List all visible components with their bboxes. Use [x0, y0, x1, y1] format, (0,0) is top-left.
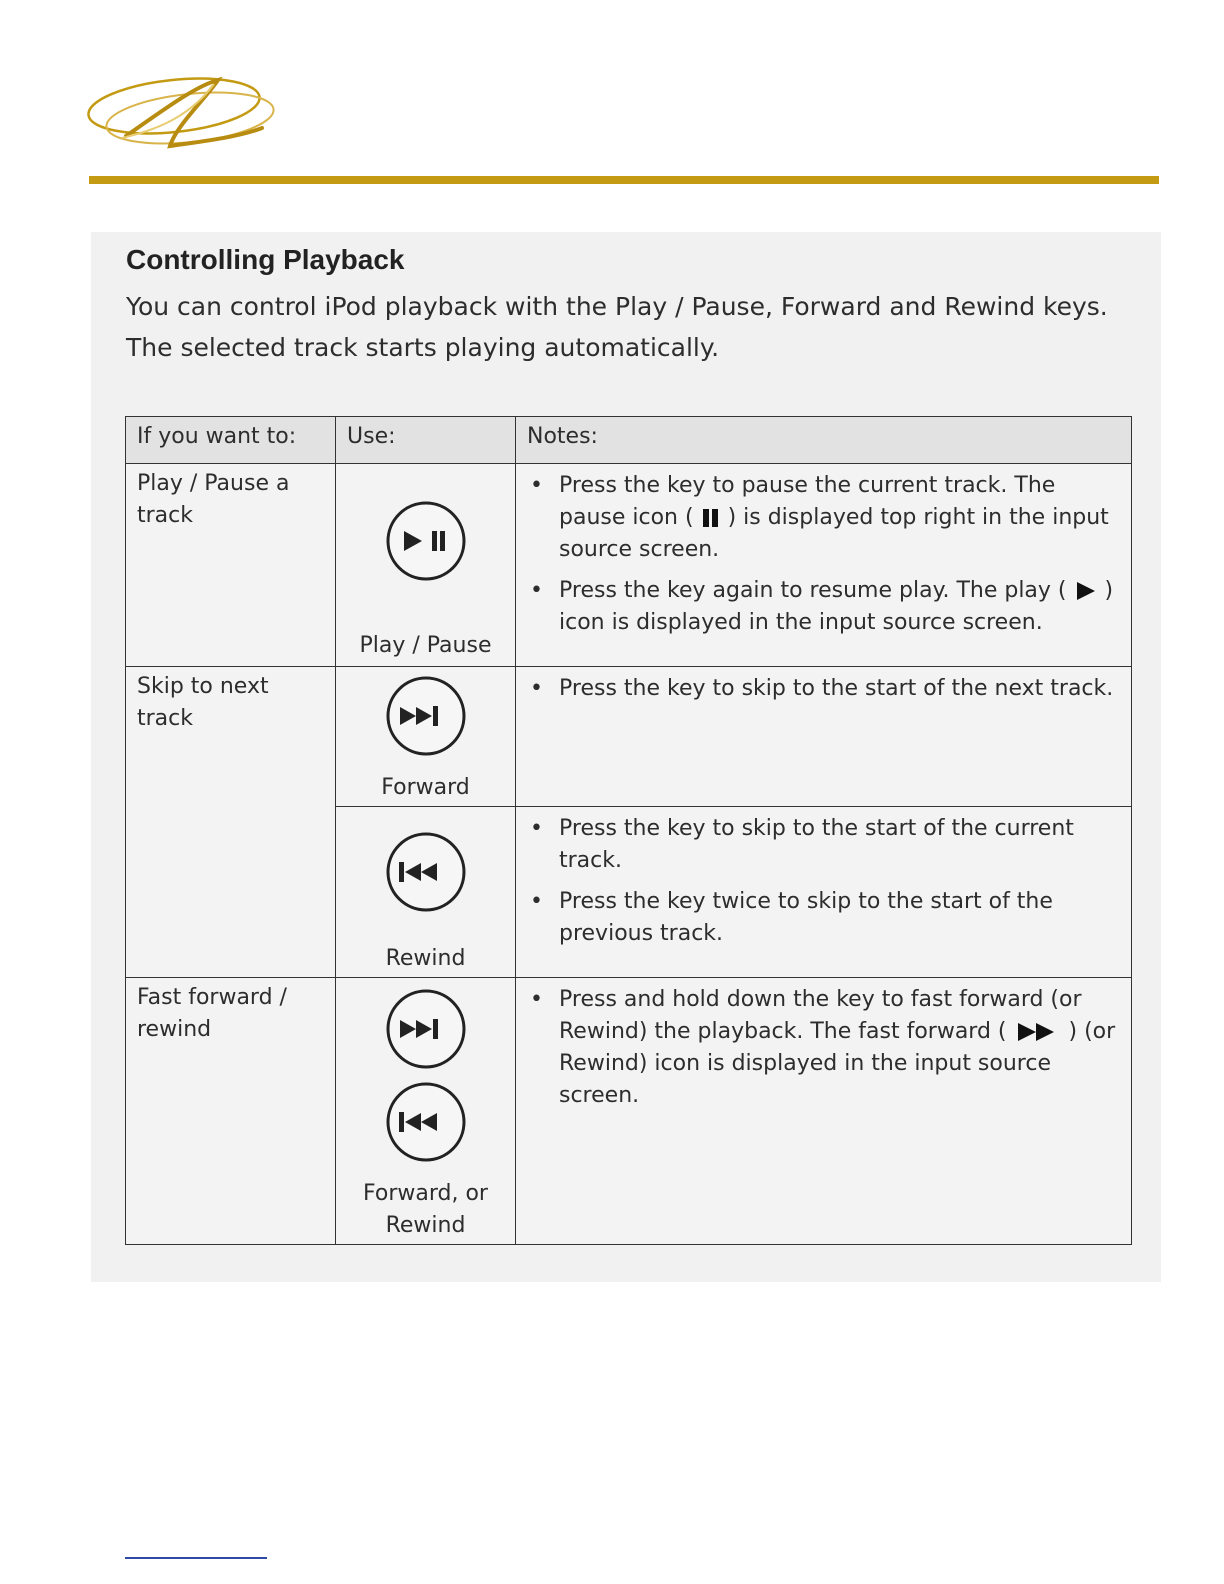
use-label: Forward, or Rewind	[363, 1181, 488, 1238]
note-text: Press the key to skip to the start of the current track.	[559, 816, 1074, 873]
note-item	[528, 886, 1121, 950]
note-item	[528, 470, 1121, 566]
row-want: Skip to next track	[126, 667, 336, 978]
note-text: ) icon is displayed in the input source screen.	[559, 578, 1114, 635]
note-text: Press the key to skip to the start of the next track.	[559, 676, 1114, 701]
header-notes: Notes:	[516, 417, 1132, 464]
row-want: Fast forward / rewind	[126, 978, 336, 1245]
rewind-button-icon	[385, 1081, 467, 1163]
section-title: Controlling Playback	[126, 244, 405, 275]
row-use	[336, 978, 516, 1245]
play-icon	[1074, 580, 1098, 602]
pause-icon	[701, 507, 721, 529]
footer-link-rule	[125, 1557, 267, 1559]
table-row	[126, 667, 1132, 807]
play-pause-button-icon	[385, 500, 467, 582]
bullet: •	[530, 473, 543, 498]
row-notes	[516, 464, 1132, 667]
note-text: Press the key again to resume play. The play (	[559, 578, 1067, 603]
bullet: •	[530, 578, 543, 603]
forward-button-icon	[385, 675, 467, 757]
note-item	[528, 813, 1121, 877]
bullet: •	[530, 987, 543, 1012]
row-use	[336, 807, 516, 978]
table-header-row	[126, 417, 1132, 464]
playback-controls-table	[125, 416, 1132, 1245]
note-text: ) is displayed top right in the input source screen.	[559, 505, 1109, 562]
note-text: ) (or Rewind) icon is displayed in the input source screen.	[559, 1019, 1116, 1108]
note-item	[528, 984, 1121, 1112]
row-use	[336, 667, 516, 807]
use-label: Play / Pause	[359, 633, 492, 658]
header-use: Use:	[336, 417, 516, 464]
forward-button-icon	[385, 988, 467, 1070]
header-rule	[89, 176, 1159, 184]
bullet: •	[530, 816, 543, 841]
note-text: Press the key to pause the current track. The pause icon (	[559, 473, 1056, 530]
row-notes	[516, 978, 1132, 1245]
row-notes	[516, 807, 1132, 978]
rewind-button-icon	[385, 831, 467, 913]
note-text: Press the key twice to skip to the start of the previous track.	[559, 889, 1053, 946]
note-item	[528, 673, 1121, 705]
note-text: Press and hold down the key to fast forward (or Rewind) the playback. The fast forward (	[559, 987, 1082, 1044]
use-label: Rewind	[385, 946, 466, 971]
row-notes	[516, 667, 1132, 807]
row-use	[336, 464, 516, 667]
swoosh-logo-icon	[86, 68, 278, 158]
bullet: •	[530, 889, 543, 914]
row-want: Play / Pause a track	[126, 464, 336, 667]
fast-forward-icon	[1014, 1021, 1062, 1043]
note-item	[528, 575, 1121, 639]
section-intro: You can control iPod playback with the Play / Pause, Forward and Rewind keys. The selected track starts playing automatically.	[126, 292, 1108, 362]
use-label: Forward	[381, 775, 470, 800]
bullet: •	[530, 676, 543, 701]
table-row	[126, 978, 1132, 1245]
header-want: If you want to:	[126, 417, 336, 464]
table-row	[126, 464, 1132, 667]
